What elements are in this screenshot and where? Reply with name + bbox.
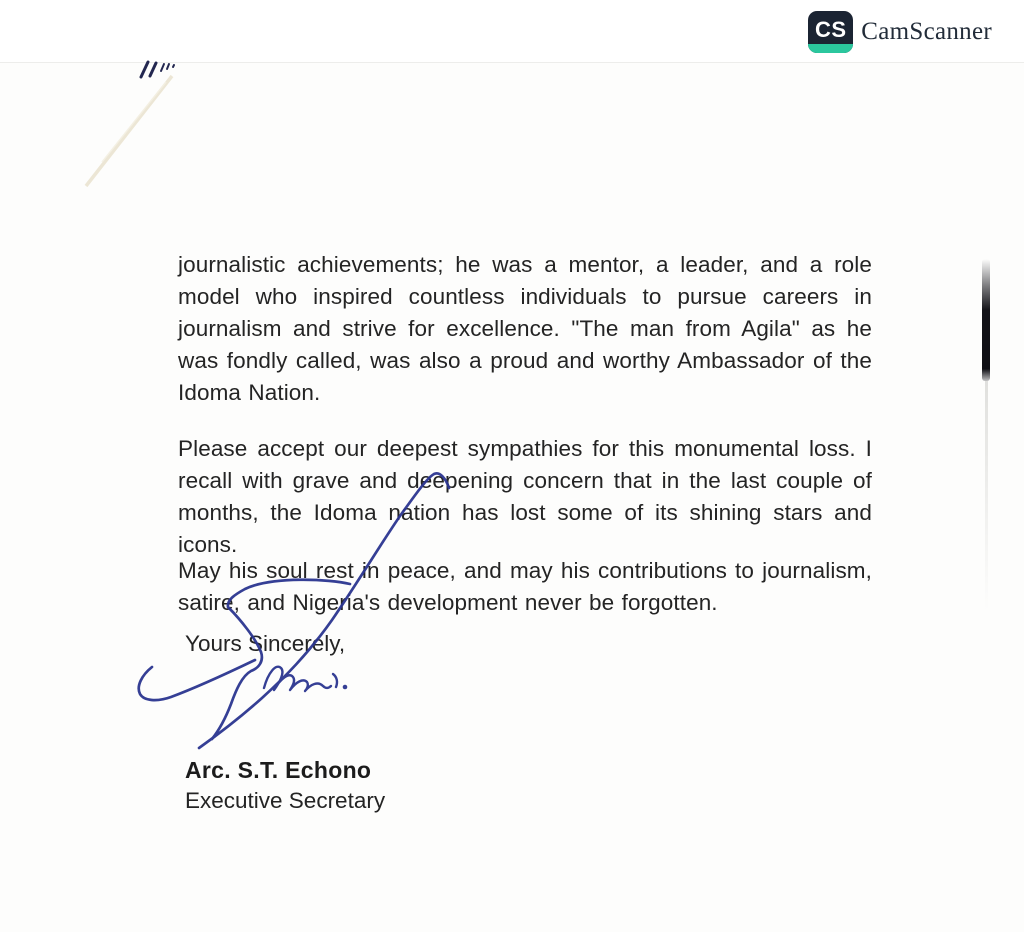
camscanner-brand-text: CamScanner	[861, 18, 992, 45]
scan-artifact-dark-bar	[982, 259, 990, 381]
camscanner-branding	[808, 11, 992, 53]
document-scan	[0, 63, 1024, 932]
signatory-title: Executive Secretary	[185, 788, 386, 813]
letter-paragraph-1: journalistic achievements; he was a mentor, a leader, and a role model who inspired countless individuals to pursue careers in journalism and strive for excellence. "The man from Agila" as he was fondly called, was also a proud and worthy Ambassador of the Idoma Nation.	[178, 252, 872, 405]
letter-closing: Yours Sincerely,	[185, 631, 346, 656]
letter-paragraph-2: Please accept our deepest sympathies for this monumental loss. I recall with grave and deepening concern that in the last couple of months, the Idoma nation has lost some of its shining stars and icons.	[178, 436, 872, 557]
camscanner-icon-letters: CS	[814, 16, 847, 42]
camscanner-logo-icon	[808, 11, 853, 53]
camscanner-icon-teal-band	[808, 44, 853, 53]
letter-paragraph-3: May his soul rest in peace, and may his contributions to journalism, satire, and Nigeria's development never be forgotten.	[178, 558, 872, 615]
scan-artifact-faint-line	[985, 381, 988, 611]
signatory-name: Arc. S.T. Echono	[185, 757, 372, 783]
